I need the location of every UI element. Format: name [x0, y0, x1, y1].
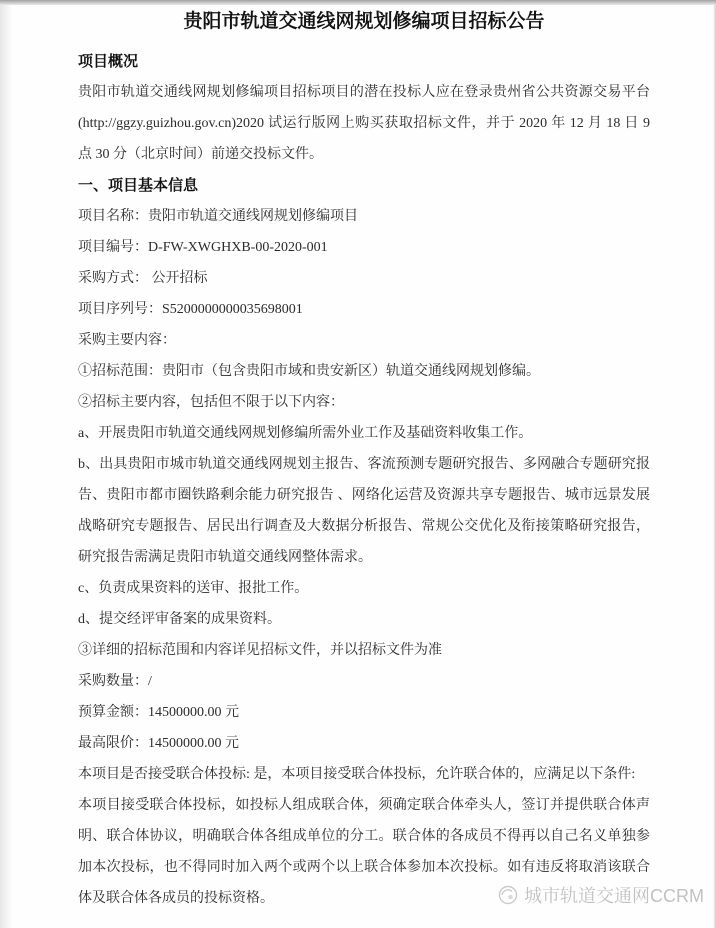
consortium-question: 本项目是否接受联合体投标: 是，本项目接受联合体投标，允许联合体的，应满足以下条件:: [78, 767, 636, 782]
content-item-a: a、开展贵阳市轨道交通线网规划修编所需外业工作及基础资料收集工作。: [78, 426, 533, 441]
field-project-name: [78, 201, 650, 232]
content-item-b: b、出具贵阳市城市轨道交通线网规划主报告、客流预测专题研究报告、多网融合专题研究报告、贵阳市都市圈铁路剩余能力研究报告 、网络化运营及资源共享专题报告、城市远景发展战略研究专题报告、居民出行调查及大数据分析报告、常规公交优化及衔接策略研究报告，研究报告需满足贵阳市轨道交通线网整体需求。: [78, 457, 650, 565]
field-project-number-value: D-FW-XWGHXB-00-2020-001: [148, 240, 328, 255]
field-price-cap: [78, 728, 650, 759]
document-title: 贵阳市轨道交通线网规划修编项目招标公告: [183, 11, 545, 32]
field-quantity-label: 采购数量：: [78, 674, 148, 689]
field-price-cap-value: 14500000.00 元: [148, 736, 239, 751]
field-procurement-method: [78, 263, 650, 294]
content-item-d: d、提交经评审备案的成果资料。: [78, 612, 281, 627]
ccrm-logo-icon: [497, 884, 519, 906]
content-item-scope: ①招标范围：贵阳市（包含贵阳市域和贵安新区）轨道交通线网规划修编。: [78, 364, 540, 379]
page-left-edge: [0, 0, 12, 928]
field-main-content-label: 采购主要内容：: [78, 333, 176, 348]
field-main-content: [78, 325, 650, 356]
field-budget-value: 14500000.00 元: [148, 705, 239, 720]
basic-info-heading: 一、项目基本信息: [78, 177, 199, 194]
watermark: [497, 882, 704, 908]
field-project-serial-label: 项目序列号：: [78, 302, 162, 317]
overview-heading: 项目概况: [78, 53, 139, 70]
page-top-edge: [0, 0, 716, 5]
document-content: [78, 6, 650, 914]
field-project-number: [78, 232, 650, 263]
field-project-name-label: 项目名称：: [78, 209, 148, 224]
watermark-text: 城市轨道交通网CCRM: [524, 886, 704, 906]
field-project-serial: [78, 294, 650, 325]
field-procurement-method-label: 采购方式：: [78, 271, 148, 286]
field-procurement-method-value: 公开招标: [148, 271, 208, 286]
overview-paragraph: 贵阳市轨道交通线网规划修编项目招标项目的潜在投标人应在登录贵州省公共资源交易平台(http://ggzy.guizhou.gov.cn)2020 试运行版网上购买获取招标文件，并于 2020 年 12 月 18 日 9 点 30 分（北京时间）前递交投标文件。: [78, 85, 650, 162]
field-quantity: [78, 666, 650, 697]
consortium-detail: 本项目接受联合体投标，如投标人组成联合体，须确定联合体牵头人，签订并提供联合体声明、联合体协议，明确联合体各组成单位的分工。联合体的各成员不得再以自己名义单独参加本次投标，也不得同时加入两个或两个以上联合体参加本次投标。如有违反将取消该联合体及联合体各成员的投标资格。: [78, 798, 650, 906]
field-budget-label: 预算金额：: [78, 705, 148, 720]
field-budget: [78, 697, 650, 728]
field-project-name-value: 贵阳市轨道交通线网规划修编项目: [148, 209, 358, 224]
field-project-serial-value: S5200000000035698001: [162, 302, 303, 317]
content-item-detail: ③详细的招标范围和内容详见招标文件，并以招标文件为准: [78, 643, 442, 658]
content-item-main: ②招标主要内容，包括但不限于以下内容：: [78, 395, 344, 410]
field-project-number-label: 项目编号：: [78, 240, 148, 255]
content-item-c: c、负责成果资料的送审、报批工作。: [78, 581, 309, 596]
field-quantity-value: /: [148, 674, 152, 689]
field-price-cap-label: 最高限价：: [78, 736, 148, 751]
